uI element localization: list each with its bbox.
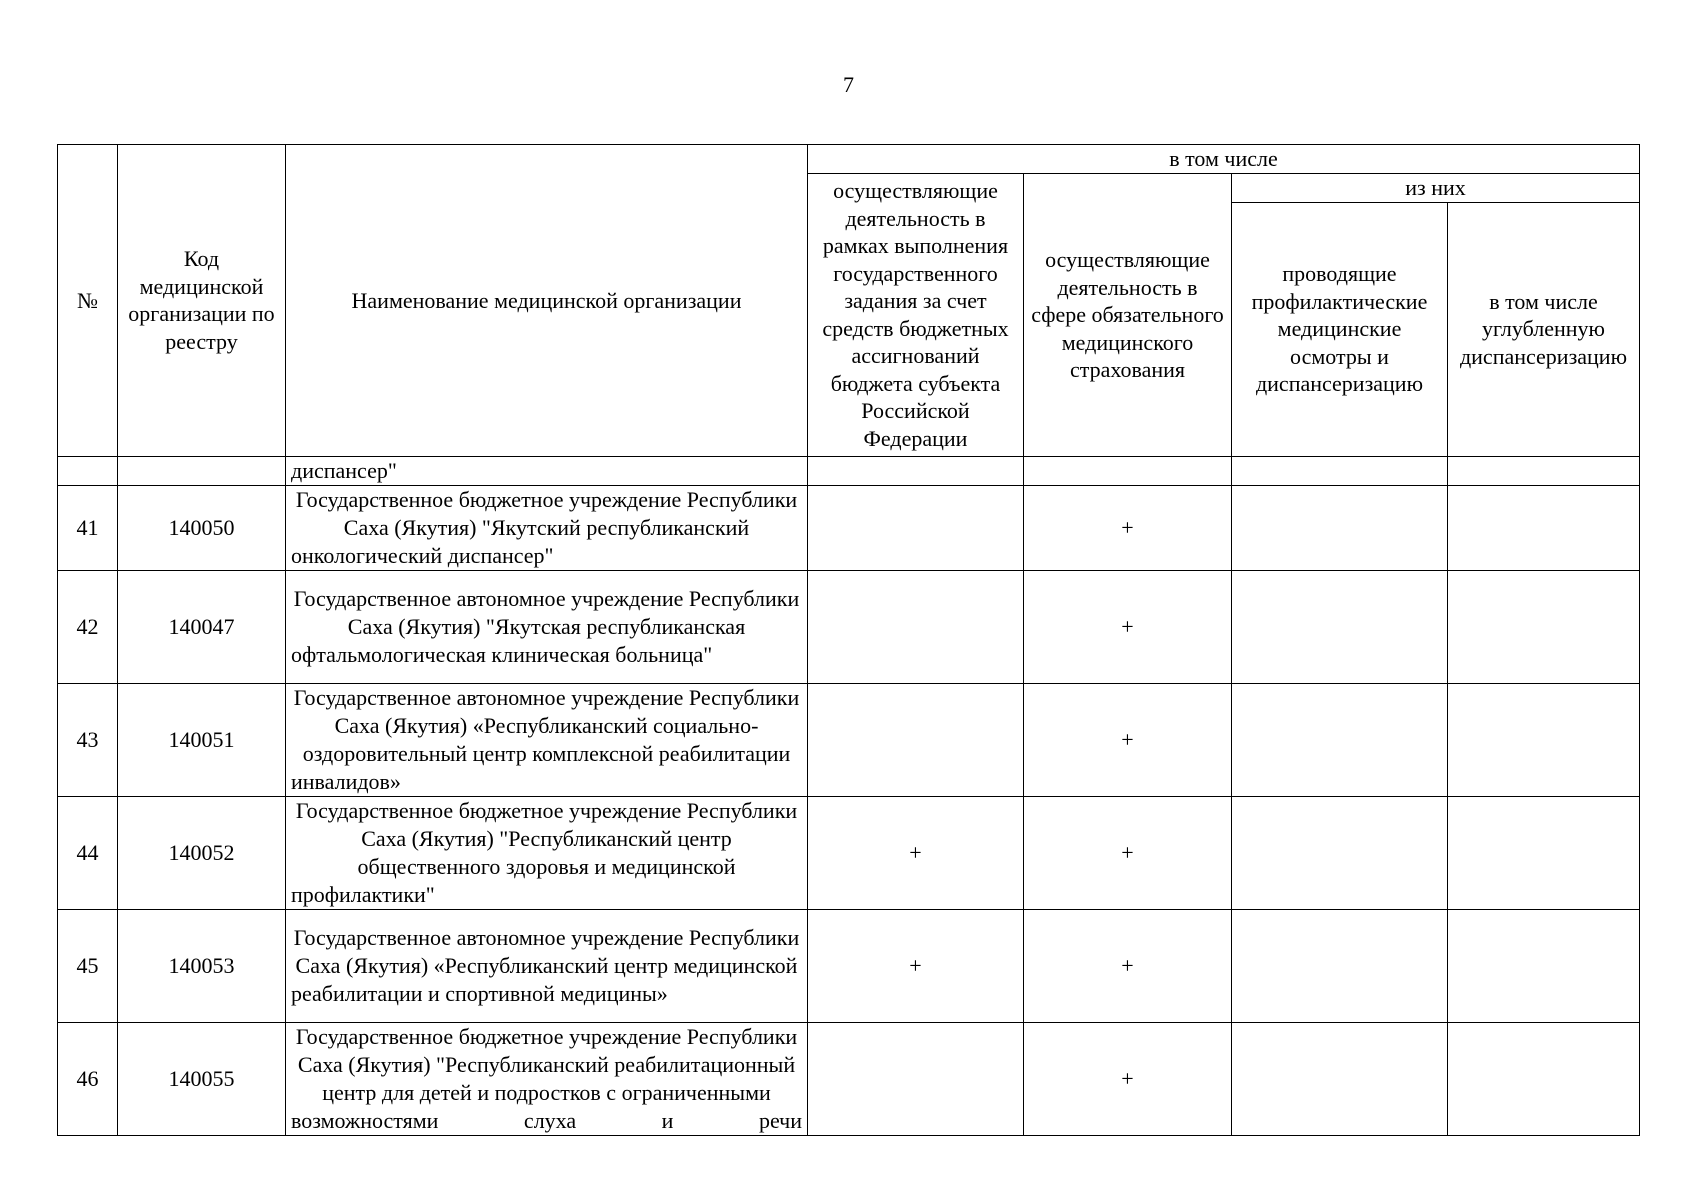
cell-in-depth [1448, 1022, 1640, 1135]
cell-num: 45 [58, 909, 118, 1022]
cell-state-task: + [808, 796, 1024, 909]
table-row [58, 1022, 1640, 1135]
cell-state-task [808, 1022, 1024, 1135]
header-oms: осуществляющие деятельность в сфере обязательного медицинского страхования [1024, 174, 1232, 457]
cell-num: 41 [58, 485, 118, 570]
cell-oms: + [1024, 683, 1232, 796]
cell-in-depth [1448, 909, 1640, 1022]
header-checkups: проводящие профилактические медицинские осмотры и диспансеризацию [1232, 202, 1448, 456]
cell-oms: + [1024, 909, 1232, 1022]
cell-name: Государственное бюджетное учреждение Республики Саха (Якутия) "Республиканский центр общественного здоровья и медицинской профилактики" [286, 796, 808, 909]
cell-name: Государственное бюджетное учреждение Республики Саха (Якутия) "Якутский республиканский онкологический диспансер" [286, 485, 808, 570]
header-in-depth: в том числе углубленную диспансеризацию [1448, 202, 1640, 456]
table-row [58, 570, 1640, 683]
cell-code: 140051 [118, 683, 286, 796]
table-row [58, 796, 1640, 909]
cell-name: диспансер" [286, 456, 808, 485]
cell-in-depth [1448, 570, 1640, 683]
cell-in-depth [1448, 485, 1640, 570]
table-row [58, 456, 1640, 485]
cell-code: 140053 [118, 909, 286, 1022]
cell-state-task [808, 456, 1024, 485]
cell-state-task [808, 485, 1024, 570]
header-state-task: осуществляющие деятельность в рамках выполнения государственного задания за счет средств бюджетных ассигнований бюджета субъекта Российской Федерации [808, 174, 1024, 457]
page-number: 7 [843, 72, 854, 97]
header-name: Наименование медицинской организации [286, 145, 808, 457]
table-row [58, 485, 1640, 570]
cell-state-task [808, 683, 1024, 796]
cell-checkups [1232, 485, 1448, 570]
cell-name: Государственное автономное учреждение Республики Саха (Якутия) "Якутская республиканская офтальмологическая клиническая больница" [286, 570, 808, 683]
cell-code: 140050 [118, 485, 286, 570]
cell-checkups [1232, 1022, 1448, 1135]
cell-oms: + [1024, 485, 1232, 570]
cell-code: 140055 [118, 1022, 286, 1135]
cell-state-task: + [808, 909, 1024, 1022]
cell-in-depth [1448, 796, 1640, 909]
cell-name: Государственное автономное учреждение Республики Саха (Якутия) «Республиканский социально-оздоровительный центр комплексной реабилитации инвалидов» [286, 683, 808, 796]
cell-code [118, 456, 286, 485]
registry-table [57, 144, 1640, 1136]
header-code: Код медицинской организации по реестру [118, 145, 286, 457]
cell-num: 42 [58, 570, 118, 683]
cell-checkups [1232, 909, 1448, 1022]
cell-name: Государственное автономное учреждение Республики Саха (Якутия) «Республиканский центр медицинской реабилитации и спортивной медицины» [286, 909, 808, 1022]
cell-code: 140052 [118, 796, 286, 909]
cell-num: 44 [58, 796, 118, 909]
cell-oms: + [1024, 570, 1232, 683]
cell-checkups [1232, 456, 1448, 485]
table-row [58, 683, 1640, 796]
cell-checkups [1232, 683, 1448, 796]
header-num: № [58, 145, 118, 457]
cell-oms [1024, 456, 1232, 485]
header-including: в том числе [808, 145, 1640, 174]
cell-state-task [808, 570, 1024, 683]
cell-in-depth [1448, 683, 1640, 796]
cell-num: 46 [58, 1022, 118, 1135]
cell-in-depth [1448, 456, 1640, 485]
table-row [58, 909, 1640, 1022]
cell-oms: + [1024, 1022, 1232, 1135]
cell-name: Государственное бюджетное учреждение Республики Саха (Якутия) "Республиканский реабилитационный центр для детей и подростков с ограниченными возможностями слуха и речи [286, 1022, 808, 1135]
cell-checkups [1232, 796, 1448, 909]
header-of-them: из них [1232, 174, 1640, 203]
cell-code: 140047 [118, 570, 286, 683]
cell-oms: + [1024, 796, 1232, 909]
cell-num: 43 [58, 683, 118, 796]
cell-num [58, 456, 118, 485]
cell-checkups [1232, 570, 1448, 683]
